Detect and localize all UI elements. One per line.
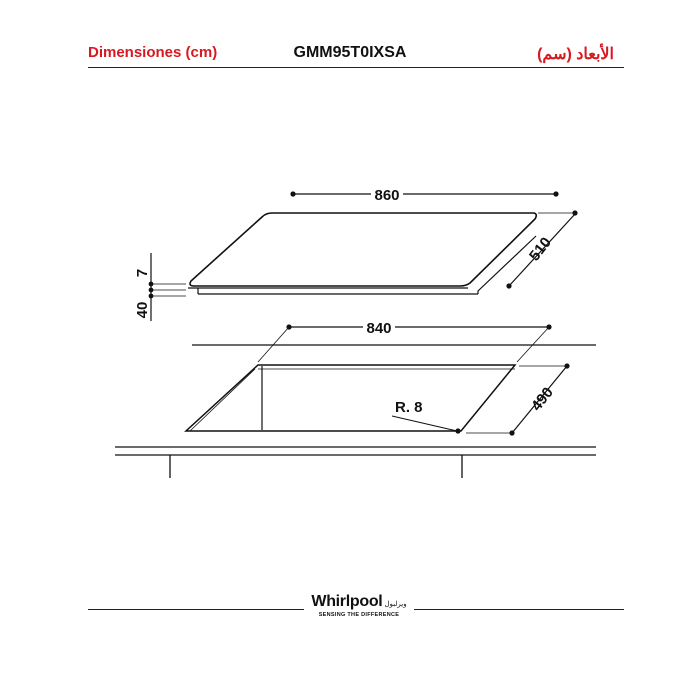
dim-490-end-top [564,363,569,368]
title-spanish: Dimensiones (cm) [88,44,218,61]
brand-arabic-name: ويرلبول [384,601,407,608]
brand-name: Whirlpool [311,593,383,610]
corner-radius-label: R. 8 [395,399,423,416]
dim-7-dot-1 [149,282,154,287]
dim-840-label: 840 [366,320,392,337]
dim-40-dot [149,294,154,299]
hob-top-outline [190,213,536,286]
dim-510-label: 510 [526,234,555,265]
cutout-outline [186,365,515,431]
dim-860-end-right [553,191,558,196]
dim-860-label: 860 [374,187,400,204]
dim-40-label: 40 [134,301,151,319]
dim-510-end-bot [506,283,511,288]
dim-510-end-top [572,210,577,215]
dim-7-label: 7 [134,268,151,278]
brand-logo [304,593,414,618]
dim-490-end-bot [509,430,514,435]
cutout-inner-left [190,369,255,431]
r8-dot [455,428,460,433]
dim-840-end-left [286,324,291,329]
dim-840-end-right [546,324,551,329]
dim-860-end-left [290,191,295,196]
brand-tagline: SENSING THE DIFFERENCE [318,612,400,618]
dim-7-dot-2 [149,288,154,293]
title-arabic: الأبعاد (سم) [537,46,614,63]
model-number: GMM95T0IXSA [293,44,407,61]
dim-490-label: 490 [528,384,557,415]
r8-leader [392,416,457,431]
